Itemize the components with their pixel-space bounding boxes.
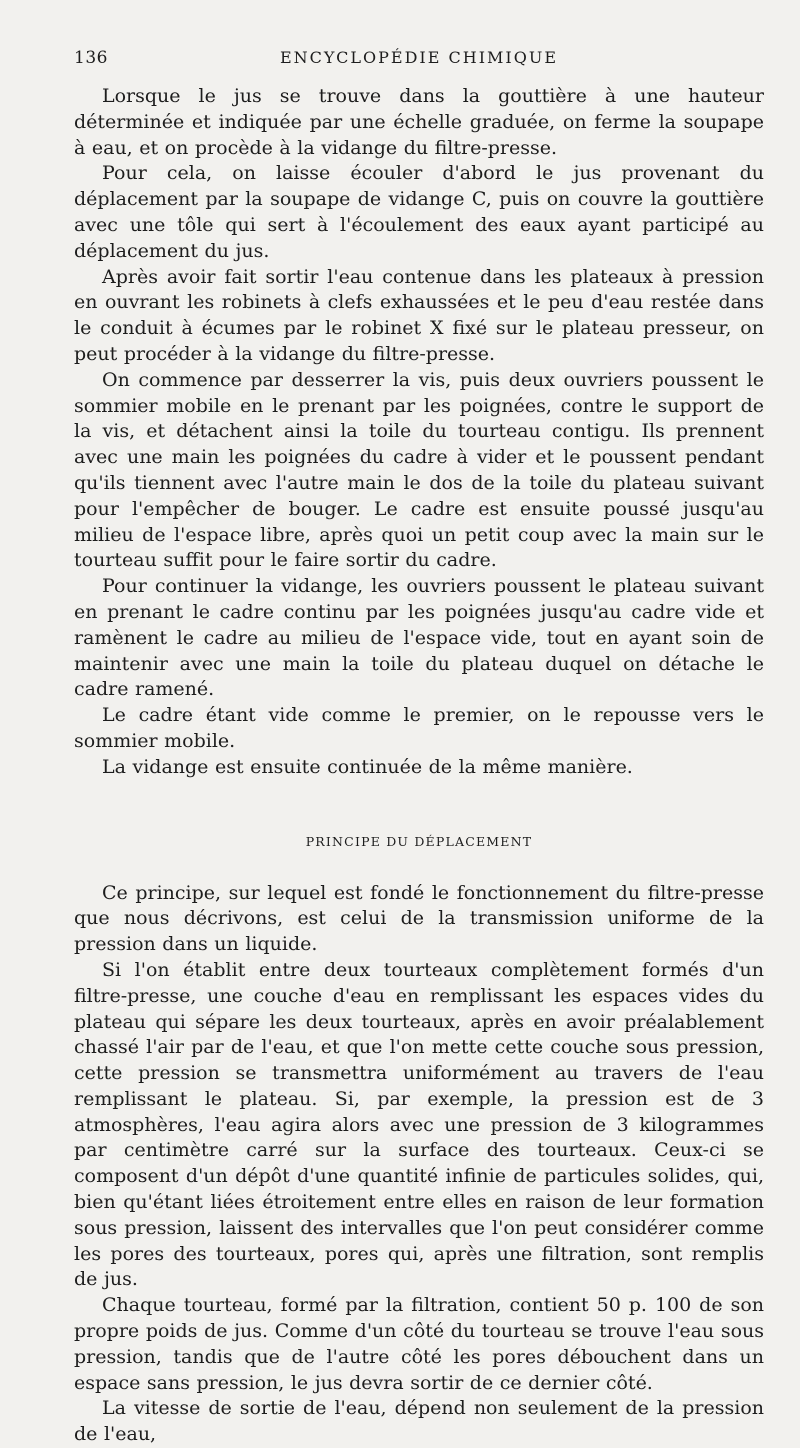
section-title: PRINCIPE DU DÉPLACEMENT bbox=[305, 833, 533, 849]
running-title: ENCYCLOPÉDIE CHIMIQUE bbox=[279, 48, 559, 67]
paragraph: Pour cela, on laisse écouler d'abord le jus provenant du déplacement par la soupape de vidange C, puis on couvre la gouttière avec une tôle qui sert à l'écoulement des eaux ayant participé au déplacement du jus. bbox=[74, 162, 764, 262]
paragraph: Chaque tourteau, formé par la filtration, contient 50 p. 100 de son propre poids de jus. Comme d'un côté du tourteau se trouve l'eau sous pression, tandis que de l'autre côté les pores débouchent dans un espace sans pression, le jus devra sortir de ce dernier côté. bbox=[74, 1294, 764, 1394]
body-text-part2 bbox=[74, 881, 764, 1448]
paragraph: Le cadre étant vide comme le premier, on le repousse vers le sommier mobile. bbox=[74, 704, 764, 752]
paragraph: Pour continuer la vidange, les ouvriers poussent le plateau suivant en prenant le cadre continu par les poignées jusqu'au cadre vide et ramènent le cadre au milieu de l'espace vide, tout en ayant soin de maintenir avec une main la toile du plateau duquel on détache le cadre ramené. bbox=[74, 575, 764, 701]
paragraph: Ce principe, sur lequel est fondé le fonctionnement du filtre-presse que nous décrivons, est celui de la transmission uniforme de la pression dans un liquide. bbox=[74, 881, 764, 956]
paragraph: La vidange est ensuite continuée de la même manière. bbox=[102, 755, 633, 778]
paragraph: Lorsque le jus se trouve dans la gouttière à une hauteur déterminée et indiquée par une échelle graduée, on ferme la soupape à eau, et on procède à la vidange du filtre-presse. bbox=[74, 85, 764, 159]
page-number: 136 bbox=[74, 48, 108, 68]
paragraph: Si l'on établit entre deux tourteaux complètement formés d'un filtre-presse, une couche d'eau en remplissant les espaces vides du plateau qui sépare les deux tourteaux, après en avoir préalablement chassé l'air par de l'eau, et que l'on mette cette couche sous pression, cette pression se transmettra uniformément au travers de l'eau remplissant le plateau. Si, par exemple, la pression est de 3 atmosphères, l'eau agira alors avec une pression de 3 kilogrammes par centimètre carré sur la surface des tourteaux. Ceux-ci se composent d'un dépôt d'une quantité infinie de particules solides, qui, bien qu'étant liées étroitement entre elles en raison de leur formation sous pression, laissent des intervalles que l'on peut considérer comme les pores des tourteaux, pores qui, après une filtration, sont remplis de jus. bbox=[74, 958, 764, 1291]
paragraph: La vitesse de sortie de l'eau, dépend non seulement de la pression de l'eau, bbox=[74, 1397, 764, 1446]
body-text-part1 bbox=[74, 84, 764, 781]
paragraph: Après avoir fait sortir l'eau contenue dans les plateaux à pression en ouvrant les robinets à clefs exhaussées et le peu d'eau restée dans le conduit à écumes par le robinet X fixé sur le plateau presseur, on peut procéder à la vidange du filtre-presse. bbox=[74, 265, 764, 365]
paragraph: On commence par desserrer la vis, puis deux ouvriers poussent le sommier mobile en le prenant par les poignées, contre le support de la vis, et détachent ainsi la toile du tourteau contigu. Ils prennent avec une main les poignées du cadre à vider et le poussent pendant qu'ils tiennent avec l'autre main le dos de la toile du plateau suivant pour l'empêcher de bouger. Le cadre est ensuite poussé jusqu'au milieu de l'espace libre, après quoi un petit coup avec la main sur le tourteau suffit pour le faire sortir du cadre. bbox=[74, 368, 764, 572]
page-header bbox=[74, 48, 764, 84]
